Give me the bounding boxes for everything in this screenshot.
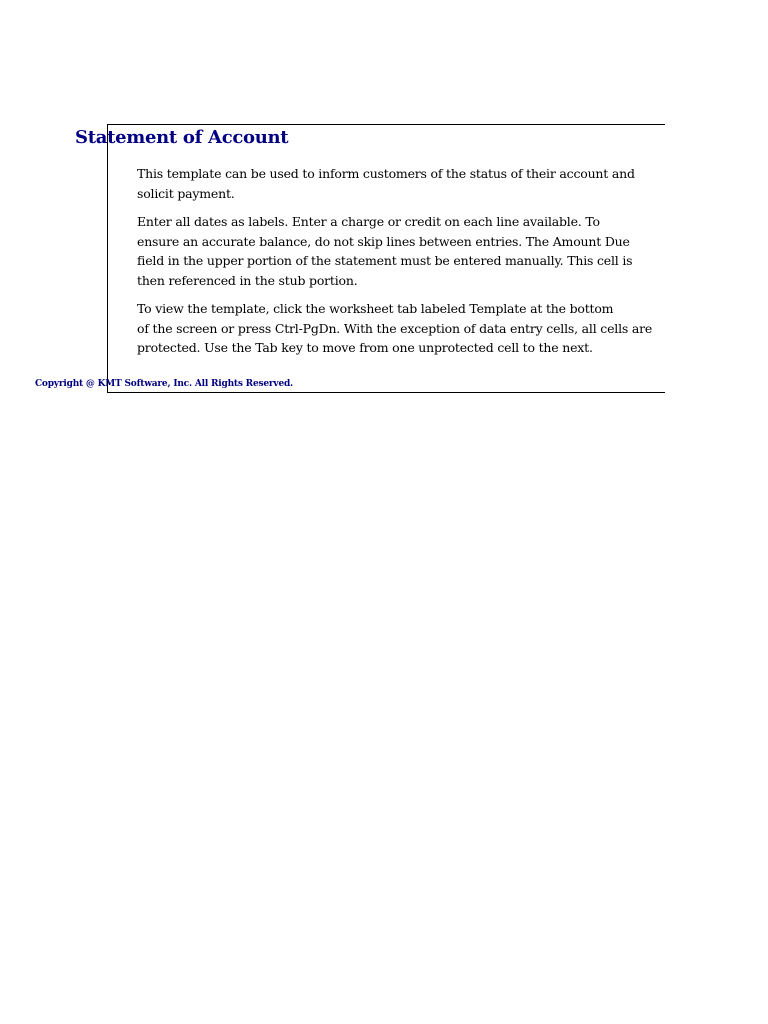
instructions-block [137,164,665,367]
document-title: Statement of Account [75,127,289,148]
instruction-paragraph-navigation: To view the template, click the worksheet tab labeled Template at the bottom of the screen or press Ctrl-PgDn. With the exception of data entry cells, all cells are protected. Use the Tab key to move from one unprotected cell to the next. [137,301,653,355]
copyright-notice: Copyright @ KMT Software, Inc. All Rights Reserved. [34,379,293,389]
copyright-area [34,379,326,393]
instruction-paragraph-usage: This template can be used to inform customers of the status of their account and solicit payment. [137,166,635,201]
instruction-paragraph-dates: Enter all dates as labels. Enter a charge or credit on each line available. To ensure an accurate balance, do not skip lines between entries. The Amount Due field in the upper portion of the statement must be entered manually. This cell is then referenced in the stub portion. [137,214,633,288]
